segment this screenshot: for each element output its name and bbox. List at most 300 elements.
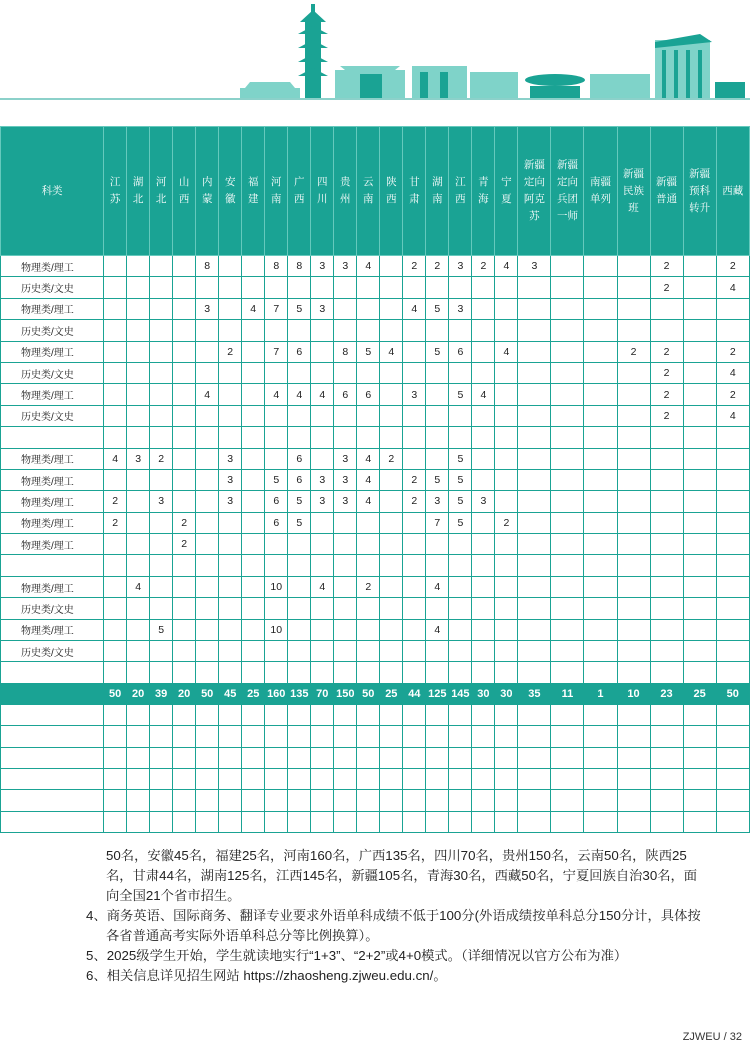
quota-cell: 4 xyxy=(495,341,518,362)
quota-cell xyxy=(683,512,716,533)
quota-cell xyxy=(617,491,650,512)
quota-cell xyxy=(449,555,472,576)
quota-cell xyxy=(716,512,749,533)
quota-cell xyxy=(426,448,449,469)
quota-cell xyxy=(380,491,403,512)
row-category-label xyxy=(1,662,104,683)
empty-cell xyxy=(472,726,495,747)
table-row xyxy=(1,576,750,597)
quota-cell: 6 xyxy=(357,384,380,405)
empty-row xyxy=(1,768,750,789)
skyline-banner xyxy=(0,0,750,104)
empty-cell xyxy=(357,726,380,747)
empty-cell xyxy=(551,811,584,832)
quota-cell xyxy=(650,427,683,448)
quota-cell xyxy=(334,362,357,383)
quota-cell xyxy=(495,362,518,383)
province-header: 新疆 定向 阿克 苏 xyxy=(518,127,551,256)
quota-cell xyxy=(551,662,584,683)
quota-cell xyxy=(403,341,426,362)
quota-cell xyxy=(196,576,219,597)
quota-cell: 3 xyxy=(127,448,150,469)
quota-cell xyxy=(219,362,242,383)
row-category-label: 历史类/文史 xyxy=(1,641,104,662)
empty-cell xyxy=(472,811,495,832)
notes-item-6: 6、相关信息详见招生网站 https://zhaosheng.zjweu.edu.cn/。 xyxy=(86,968,447,983)
empty-cell xyxy=(495,726,518,747)
quota-cell xyxy=(219,427,242,448)
empty-cell xyxy=(334,811,357,832)
total-cell: 45 xyxy=(219,683,242,704)
quota-cell: 10 xyxy=(265,619,288,640)
quota-cell xyxy=(311,555,334,576)
quota-cell xyxy=(242,491,265,512)
quota-cell xyxy=(104,555,127,576)
empty-cell xyxy=(403,811,426,832)
quota-cell: 5 xyxy=(449,469,472,490)
quota-cell xyxy=(150,662,173,683)
empty-cell xyxy=(1,726,104,747)
total-cell: 50 xyxy=(716,683,749,704)
quota-cell xyxy=(104,277,127,298)
quota-cell: 3 xyxy=(311,469,334,490)
quota-cell: 5 xyxy=(288,298,311,319)
empty-cell xyxy=(551,768,584,789)
quota-cell xyxy=(219,619,242,640)
quota-cell xyxy=(584,405,617,426)
quota-cell xyxy=(518,534,551,555)
empty-cell xyxy=(426,811,449,832)
province-header: 新疆 普通 xyxy=(650,127,683,256)
quota-cell xyxy=(150,256,173,277)
quota-cell xyxy=(518,341,551,362)
quota-cell xyxy=(495,555,518,576)
quota-cell: 3 xyxy=(449,256,472,277)
quota-cell xyxy=(219,662,242,683)
quota-cell xyxy=(617,598,650,619)
quota-cell xyxy=(288,576,311,597)
quota-cell xyxy=(650,662,683,683)
quota-cell: 6 xyxy=(334,384,357,405)
quota-cell xyxy=(196,405,219,426)
quota-cell: 5 xyxy=(426,341,449,362)
empty-cell xyxy=(242,811,265,832)
quota-cell: 2 xyxy=(650,341,683,362)
empty-cell xyxy=(449,790,472,811)
quota-cell xyxy=(650,448,683,469)
quota-cell xyxy=(334,662,357,683)
quota-cell: 4 xyxy=(265,384,288,405)
quota-cell xyxy=(173,469,196,490)
quota-cell xyxy=(617,662,650,683)
quota-cell xyxy=(127,512,150,533)
quota-cell xyxy=(334,427,357,448)
quota-cell xyxy=(288,405,311,426)
row-category-label: 物理类/理工 xyxy=(1,298,104,319)
quota-cell xyxy=(380,512,403,533)
quota-cell xyxy=(472,555,495,576)
quota-cell xyxy=(472,534,495,555)
quota-cell xyxy=(683,555,716,576)
empty-cell xyxy=(311,704,334,725)
quota-cell xyxy=(380,362,403,383)
quota-cell: 3 xyxy=(196,298,219,319)
quota-cell xyxy=(403,619,426,640)
quota-cell xyxy=(518,619,551,640)
empty-cell xyxy=(173,768,196,789)
quota-cell xyxy=(150,576,173,597)
quota-cell xyxy=(426,320,449,341)
empty-cell xyxy=(288,726,311,747)
quota-cell xyxy=(380,298,403,319)
quota-cell xyxy=(551,341,584,362)
quota-cell xyxy=(196,362,219,383)
row-category-label: 历史类/文史 xyxy=(1,405,104,426)
quota-cell xyxy=(495,598,518,619)
empty-cell xyxy=(265,790,288,811)
quota-cell xyxy=(472,641,495,662)
empty-cell xyxy=(357,790,380,811)
empty-cell xyxy=(311,790,334,811)
quota-cell xyxy=(472,512,495,533)
quota-cell xyxy=(617,469,650,490)
quota-cell: 7 xyxy=(265,298,288,319)
empty-cell xyxy=(650,811,683,832)
quota-cell: 3 xyxy=(334,448,357,469)
empty-cell xyxy=(551,726,584,747)
empty-cell xyxy=(334,726,357,747)
quota-cell xyxy=(495,405,518,426)
quota-cell xyxy=(334,598,357,619)
quota-cell xyxy=(426,277,449,298)
empty-cell xyxy=(242,704,265,725)
quota-cell xyxy=(173,427,196,448)
empty-cell xyxy=(449,704,472,725)
quota-cell xyxy=(683,277,716,298)
quota-cell xyxy=(357,555,380,576)
quota-cell xyxy=(716,641,749,662)
empty-cell xyxy=(219,790,242,811)
quota-cell: 5 xyxy=(449,512,472,533)
quota-cell xyxy=(584,384,617,405)
quota-cell xyxy=(495,277,518,298)
quota-cell xyxy=(127,555,150,576)
quota-cell: 5 xyxy=(426,298,449,319)
quota-cell: 2 xyxy=(472,256,495,277)
quota-cell xyxy=(403,534,426,555)
empty-cell xyxy=(426,768,449,789)
province-header: 江 西 xyxy=(449,127,472,256)
quota-cell xyxy=(127,405,150,426)
quota-cell xyxy=(334,405,357,426)
quota-cell xyxy=(334,619,357,640)
quota-cell: 2 xyxy=(650,362,683,383)
quota-cell: 6 xyxy=(265,512,288,533)
quota-cell xyxy=(426,662,449,683)
quota-cell xyxy=(196,491,219,512)
quota-cell xyxy=(716,662,749,683)
quota-cell: 3 xyxy=(150,491,173,512)
quota-cell xyxy=(380,405,403,426)
quota-cell xyxy=(495,534,518,555)
quota-cell xyxy=(584,641,617,662)
empty-cell xyxy=(551,704,584,725)
empty-cell xyxy=(380,811,403,832)
quota-cell xyxy=(242,427,265,448)
quota-cell xyxy=(173,405,196,426)
quota-cell xyxy=(196,320,219,341)
empty-cell xyxy=(617,768,650,789)
quota-cell xyxy=(380,534,403,555)
table-row xyxy=(1,341,750,362)
total-cell: 150 xyxy=(334,683,357,704)
quota-cell xyxy=(518,576,551,597)
quota-cell xyxy=(716,619,749,640)
quota-cell xyxy=(311,448,334,469)
quota-cell xyxy=(311,641,334,662)
empty-cell xyxy=(288,704,311,725)
quota-cell xyxy=(311,619,334,640)
table-row xyxy=(1,491,750,512)
quota-cell xyxy=(518,362,551,383)
empty-cell xyxy=(449,747,472,768)
quota-cell xyxy=(551,491,584,512)
quota-cell: 5 xyxy=(449,384,472,405)
empty-cell xyxy=(104,747,127,768)
province-header: 西藏 xyxy=(716,127,749,256)
quota-cell xyxy=(265,598,288,619)
empty-cell xyxy=(495,811,518,832)
quota-cell xyxy=(357,598,380,619)
empty-cell xyxy=(242,790,265,811)
total-cell: 23 xyxy=(650,683,683,704)
quota-cell xyxy=(449,534,472,555)
empty-cell xyxy=(716,790,749,811)
table-header-row xyxy=(1,127,750,256)
quota-cell xyxy=(584,298,617,319)
empty-cell xyxy=(472,704,495,725)
quota-cell: 4 xyxy=(426,619,449,640)
table-row xyxy=(1,362,750,383)
quota-cell xyxy=(311,534,334,555)
province-header: 四 川 xyxy=(311,127,334,256)
quota-cell xyxy=(551,277,584,298)
quota-cell xyxy=(311,362,334,383)
quota-cell xyxy=(403,512,426,533)
quota-cell xyxy=(219,576,242,597)
empty-cell xyxy=(380,768,403,789)
quota-cell xyxy=(219,384,242,405)
quota-cell xyxy=(288,277,311,298)
total-cell: 145 xyxy=(449,683,472,704)
empty-cell xyxy=(357,811,380,832)
total-cell: 11 xyxy=(551,683,584,704)
quota-cell xyxy=(617,512,650,533)
quota-cell xyxy=(617,448,650,469)
quota-cell xyxy=(196,341,219,362)
quota-cell xyxy=(150,641,173,662)
quota-cell xyxy=(518,320,551,341)
quota-cell xyxy=(265,427,288,448)
quota-cell: 7 xyxy=(265,341,288,362)
quota-cell xyxy=(716,427,749,448)
quota-cell: 3 xyxy=(426,491,449,512)
quota-cell xyxy=(357,362,380,383)
quota-cell xyxy=(650,619,683,640)
quota-cell xyxy=(334,534,357,555)
total-cell: 35 xyxy=(518,683,551,704)
quota-cell xyxy=(380,576,403,597)
empty-cell xyxy=(150,704,173,725)
empty-cell xyxy=(518,726,551,747)
quota-cell xyxy=(242,320,265,341)
quota-cell xyxy=(196,427,219,448)
total-cell: 135 xyxy=(288,683,311,704)
empty-cell xyxy=(150,747,173,768)
quota-cell xyxy=(617,362,650,383)
quota-cell xyxy=(683,448,716,469)
totals-row xyxy=(1,683,750,704)
empty-cell xyxy=(334,704,357,725)
empty-cell xyxy=(196,768,219,789)
quota-cell xyxy=(449,427,472,448)
empty-cell xyxy=(219,726,242,747)
quota-cell xyxy=(472,576,495,597)
quota-cell xyxy=(288,641,311,662)
quota-cell xyxy=(518,555,551,576)
quota-cell xyxy=(357,619,380,640)
quota-cell xyxy=(683,405,716,426)
quota-cell xyxy=(426,427,449,448)
quota-cell xyxy=(683,534,716,555)
quota-cell xyxy=(716,448,749,469)
province-header: 江 苏 xyxy=(104,127,127,256)
quota-cell: 4 xyxy=(311,576,334,597)
empty-cell xyxy=(472,768,495,789)
quota-cell xyxy=(311,427,334,448)
quota-cell xyxy=(104,320,127,341)
province-header: 贵 州 xyxy=(334,127,357,256)
province-header: 云 南 xyxy=(357,127,380,256)
empty-cell xyxy=(1,704,104,725)
quota-cell xyxy=(311,598,334,619)
table-row xyxy=(1,512,750,533)
quota-cell xyxy=(288,598,311,619)
quota-cell xyxy=(584,362,617,383)
quota-cell xyxy=(334,641,357,662)
quota-cell xyxy=(716,534,749,555)
quota-cell xyxy=(196,534,219,555)
quota-cell xyxy=(650,298,683,319)
quota-cell xyxy=(551,362,584,383)
empty-cell xyxy=(716,726,749,747)
quota-table xyxy=(0,126,750,833)
row-category-label: 历史类/文史 xyxy=(1,320,104,341)
empty-cell xyxy=(311,768,334,789)
quota-cell xyxy=(127,641,150,662)
quota-cell xyxy=(449,362,472,383)
quota-cell xyxy=(127,598,150,619)
quota-cell: 4 xyxy=(716,405,749,426)
quota-cell xyxy=(334,512,357,533)
empty-cell xyxy=(472,790,495,811)
province-header: 宁 夏 xyxy=(495,127,518,256)
quota-cell xyxy=(127,384,150,405)
quota-cell xyxy=(683,298,716,319)
quota-cell xyxy=(683,384,716,405)
quota-cell xyxy=(617,384,650,405)
quota-cell xyxy=(334,320,357,341)
quota-cell xyxy=(518,662,551,683)
quota-cell xyxy=(104,598,127,619)
empty-cell xyxy=(716,811,749,832)
quota-cell xyxy=(334,277,357,298)
quota-cell: 6 xyxy=(288,469,311,490)
empty-cell xyxy=(518,811,551,832)
empty-cell xyxy=(1,790,104,811)
quota-cell xyxy=(104,662,127,683)
quota-cell xyxy=(716,491,749,512)
row-category-label xyxy=(1,427,104,448)
empty-cell xyxy=(716,768,749,789)
quota-cell: 4 xyxy=(104,448,127,469)
quota-cell xyxy=(311,320,334,341)
quota-cell xyxy=(127,491,150,512)
quota-cell xyxy=(403,555,426,576)
quota-cell xyxy=(242,362,265,383)
quota-cell xyxy=(380,598,403,619)
quota-cell: 4 xyxy=(357,469,380,490)
quota-cell xyxy=(716,555,749,576)
quota-cell xyxy=(403,320,426,341)
quota-cell xyxy=(551,598,584,619)
quota-cell: 2 xyxy=(403,491,426,512)
quota-cell xyxy=(584,341,617,362)
quota-cell xyxy=(650,491,683,512)
quota-cell xyxy=(426,534,449,555)
quota-cell xyxy=(683,427,716,448)
quota-cell xyxy=(242,405,265,426)
empty-cell xyxy=(127,768,150,789)
total-cell: 50 xyxy=(357,683,380,704)
empty-cell xyxy=(127,726,150,747)
empty-cell xyxy=(196,747,219,768)
quota-cell xyxy=(219,641,242,662)
quota-cell xyxy=(104,256,127,277)
notes-item-5: 5、2025级学生开始，学生就读地实行“1+3”、“2+2”或4+0模式。（详细情况以官方公布为准） xyxy=(86,948,628,963)
empty-cell xyxy=(495,790,518,811)
quota-cell xyxy=(219,320,242,341)
empty-cell xyxy=(357,747,380,768)
quota-cell xyxy=(104,641,127,662)
row-category-label: 物理类/理工 xyxy=(1,534,104,555)
quota-cell xyxy=(495,491,518,512)
row-category-label xyxy=(1,555,104,576)
empty-cell xyxy=(265,811,288,832)
quota-cell xyxy=(173,256,196,277)
quota-cell xyxy=(472,427,495,448)
empty-cell xyxy=(150,790,173,811)
empty-cell xyxy=(617,790,650,811)
quota-cell xyxy=(311,277,334,298)
quota-cell xyxy=(683,341,716,362)
empty-cell xyxy=(104,790,127,811)
quota-cell xyxy=(617,277,650,298)
quota-cell xyxy=(472,662,495,683)
table-row xyxy=(1,320,750,341)
quota-cell xyxy=(242,448,265,469)
quota-cell xyxy=(716,320,749,341)
